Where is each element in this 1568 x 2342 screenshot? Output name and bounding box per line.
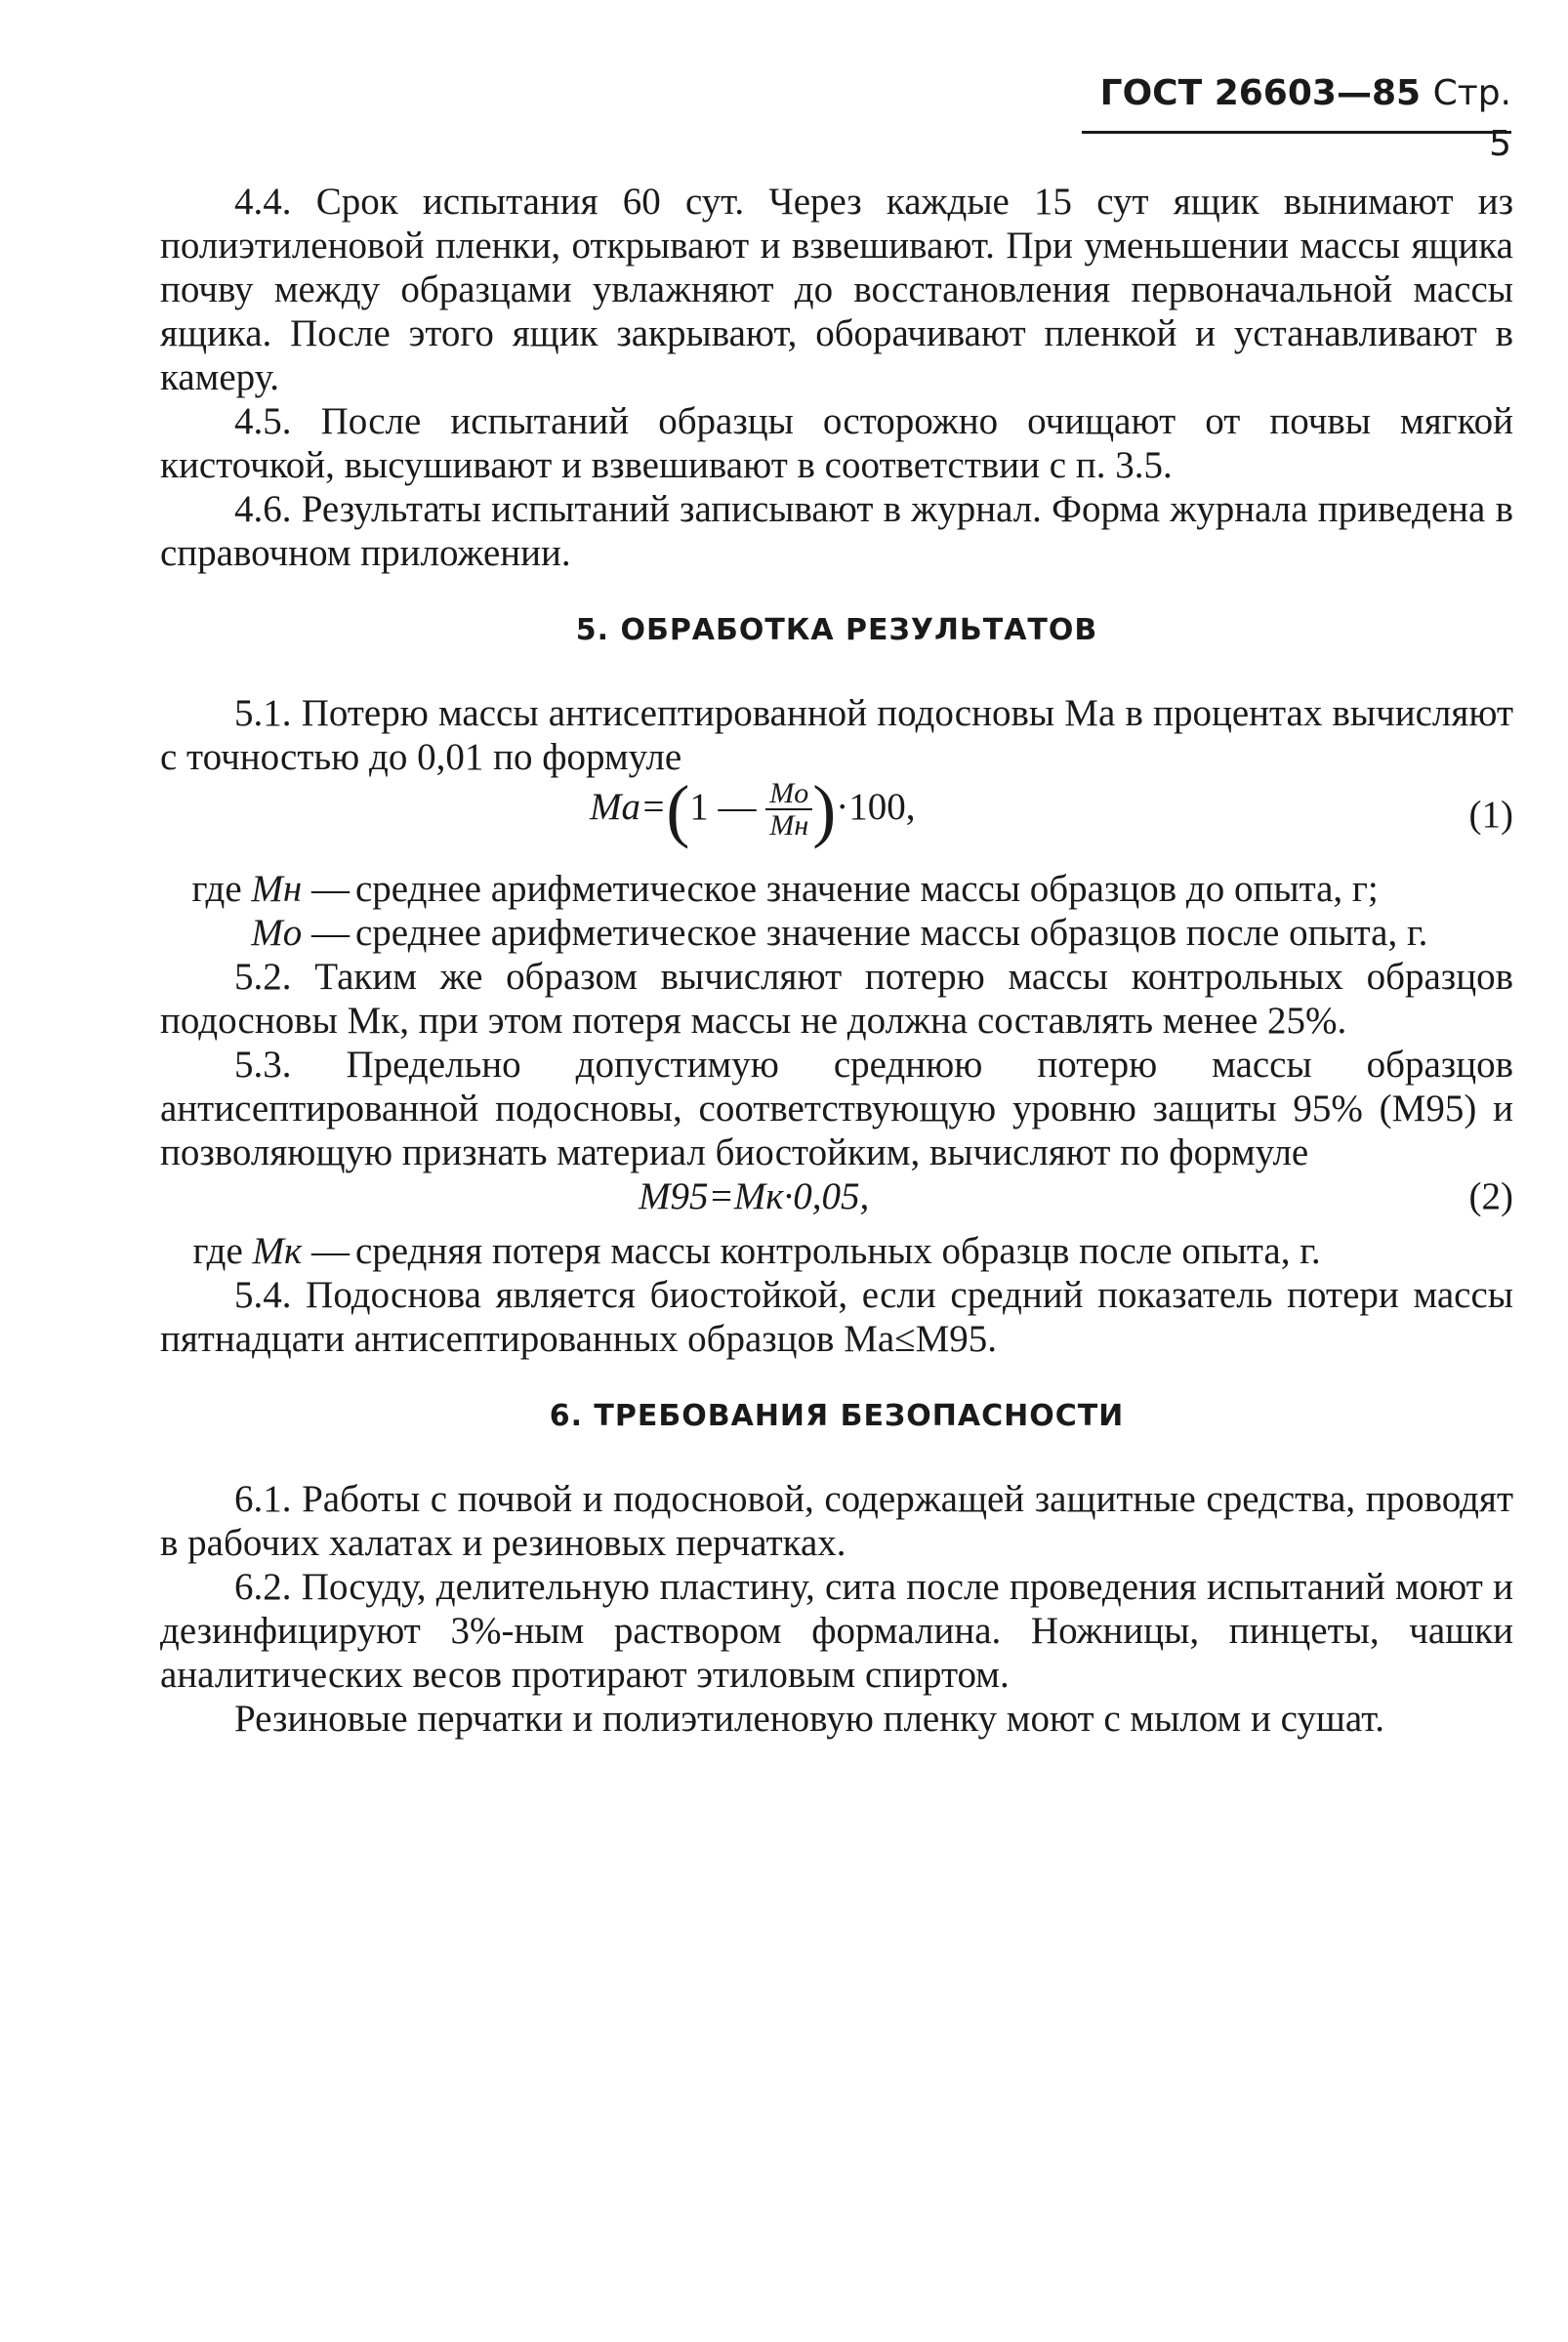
page-header xyxy=(1082,68,1511,164)
formula-1-rhs: ·100, xyxy=(836,785,916,828)
where-1-definition-1: среднее арифметическое значение массы образцов после опыта, г. xyxy=(355,912,1428,954)
formula-1-denominator: Mн xyxy=(769,809,809,842)
paragraph-5-2: 5.2. Таким же образом вычисляют потерю массы контрольных образцов подосновы Мк, при этом потеря массы не должна составлять менее 25%. xyxy=(160,956,1513,1042)
paragraph-5-3: 5.3. Предельно допустимую среднюю потерю массы образцов антисептированной подосновы, соответствующую уровню защиты 95% (M95) и позволяющую признать материал биостойким, вычисляют по формуле xyxy=(160,1044,1513,1173)
paragraph-6-1: 6.1. Работы с почвой и подосновой, содержащей защитные средства, проводят в рабочих халатах и резиновых перчатках. xyxy=(160,1478,1513,1564)
formula-1-fraction xyxy=(765,779,812,842)
where-1-symbol-1: Mo — xyxy=(251,912,350,954)
paragraph-4-6: 4.6. Результаты испытаний записывают в журнал. Форма журнала приведена в справочном приложении. xyxy=(160,488,1513,574)
where-2-definition-0: средняя потеря массы контрольных образцв после опыта, г. xyxy=(355,1230,1321,1272)
formula-1-numerator: Mo xyxy=(765,779,812,810)
formula-2-number: (2) xyxy=(1468,1175,1513,1217)
document-body xyxy=(160,180,1513,1741)
formula-1-lhs: Ma= xyxy=(590,785,667,828)
left-paren-icon: ( xyxy=(666,771,690,849)
page-number: Стр. 5 xyxy=(1432,73,1511,164)
where-list-1 xyxy=(160,867,1513,955)
standard-number: ГОСТ 26603—85 xyxy=(1099,73,1422,113)
formula-2 xyxy=(160,1174,1513,1229)
paragraph-4-4: 4.4. Срок испытания 60 сут. Через каждые 15 сут ящик вынимают из полиэтиленовой пленки, открывают и взвешивают. При уменьшении массы ящика почву между образцами увлажняют до восстановления первоначальной массы ящика. После этого ящик закрывают, оборачивают пленкой и устанавливают в камеру. xyxy=(160,181,1513,398)
paragraph-5-1: 5.1. Потерю массы антисептированной подосновы Ма в процентах вычисляют с точностью до 0,01 по формуле xyxy=(160,692,1513,778)
right-paren-icon: ) xyxy=(812,771,837,849)
paragraph-5-4: 5.4. Подоснова является биостойкой, если средний показатель потери массы пятнадцати антисептированных образцов Ма≤М95. xyxy=(160,1274,1513,1360)
section-6-title: 6. ТРЕБОВАНИЯ БЕЗОПАСНОСТИ xyxy=(549,1399,1125,1433)
paragraph-6-3: Резиновые перчатки и полиэтиленовую пленку моют с мылом и сушат. xyxy=(234,1698,1385,1740)
formula-1 xyxy=(160,771,1513,867)
formula-1-one: 1 — xyxy=(689,785,757,828)
where-1-definition-0: среднее арифметическое значение массы образцов до опыта, г; xyxy=(355,868,1379,910)
paragraph-4-5: 4.5. После испытаний образцы осторожно очищают от почвы мягкой кисточкой, высушивают и взвешивают в соответствии с п. 3.5. xyxy=(160,400,1513,486)
where-1-symbol-0: где Mн — xyxy=(191,868,350,910)
formula-2-expression: M95=Мк·0,05, xyxy=(639,1175,870,1217)
paragraph-6-2: 6.2. Посуду, делительную пластину, сита после проведения испытаний моют и дезинфицируют 3%-ным раствором формалина. Ножницы, пинцеты, чашки аналитических весов протирают этиловым спиртом. xyxy=(160,1566,1513,1696)
where-list-2 xyxy=(160,1229,1513,1273)
where-2-symbol-0: где Мк — xyxy=(192,1230,350,1272)
section-5-title: 5. ОБРАБОТКА РЕЗУЛЬТАТОВ xyxy=(575,613,1098,647)
formula-1-number: (1) xyxy=(1468,794,1513,836)
